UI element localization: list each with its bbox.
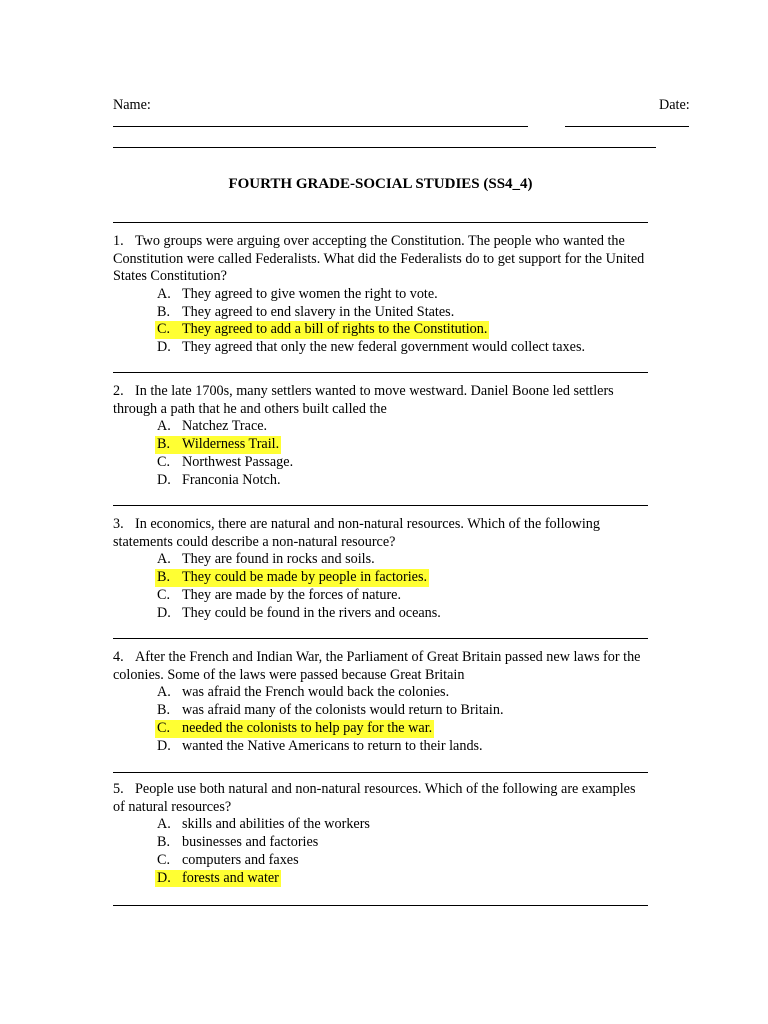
option-letter: C.	[157, 321, 171, 338]
option-letter: A.	[157, 816, 171, 833]
option-highlight	[155, 870, 281, 888]
option-text: Wilderness Trail.	[182, 435, 280, 452]
option-text: They are made by the forces of nature.	[182, 586, 402, 603]
option-text: needed the colonists to help pay for the war.	[182, 719, 433, 736]
name-line[interactable]	[113, 126, 528, 127]
option-text: forests and water	[182, 869, 279, 886]
option-highlight	[155, 684, 451, 702]
answer-option[interactable]	[157, 720, 648, 738]
option-text: They could be made by people in factories.	[182, 568, 428, 585]
answer-option[interactable]	[157, 738, 648, 756]
divider	[113, 772, 648, 773]
option-highlight	[155, 454, 295, 472]
answer-options	[113, 551, 648, 622]
option-letter: A.	[157, 551, 171, 568]
option-highlight	[155, 587, 403, 605]
option-text: Natchez Trace.	[182, 418, 268, 435]
option-text: skills and abilities of the workers	[182, 816, 370, 833]
name-line-continued[interactable]	[113, 147, 656, 148]
question-4	[113, 649, 648, 755]
question-prompt: People use both natural and non-natural resources. Which of the following are examples of natural resources?	[113, 781, 636, 815]
answer-options	[113, 418, 648, 489]
answer-option[interactable]	[157, 286, 648, 304]
option-letter: D.	[157, 604, 171, 621]
option-text: was afraid many of the colonists would return to Britain.	[182, 701, 504, 718]
question-number: 4.	[113, 649, 124, 665]
option-text: They are found in rocks and soils.	[182, 551, 375, 568]
divider	[113, 505, 648, 506]
option-highlight	[155, 605, 443, 623]
question-text	[113, 383, 648, 418]
divider	[113, 905, 648, 906]
option-letter: D.	[157, 869, 171, 886]
question-prompt: Two groups were arguing over accepting the Constitution. The people who wanted the Constitution were called Federalists. What did the Federalists do to get support for the United States Constitution?	[113, 233, 645, 285]
option-highlight	[155, 834, 320, 852]
answer-option[interactable]	[157, 702, 648, 720]
option-text: computers and faxes	[182, 851, 299, 868]
question-prompt: In economics, there are natural and non-natural resources. Which of the following statements could describe a non-natural resource?	[113, 516, 600, 550]
option-highlight	[155, 720, 434, 738]
option-letter: B.	[157, 833, 171, 850]
question-2	[113, 383, 648, 489]
question-text	[113, 781, 648, 816]
option-highlight	[155, 339, 587, 357]
answer-option[interactable]	[157, 304, 648, 322]
question-3	[113, 516, 648, 622]
option-letter: B.	[157, 568, 171, 585]
question-number: 5.	[113, 781, 124, 797]
answer-option[interactable]	[157, 870, 648, 888]
option-text: businesses and factories	[182, 833, 319, 850]
option-text: They agreed to add a bill of rights to the Constitution.	[182, 321, 488, 338]
option-letter: C.	[157, 453, 171, 470]
option-highlight	[155, 321, 489, 339]
answer-option[interactable]	[157, 454, 648, 472]
answer-option[interactable]	[157, 834, 648, 852]
question-number: 1.	[113, 233, 124, 249]
name-label: Name:	[113, 97, 151, 113]
question-text	[113, 233, 648, 286]
question-number: 3.	[113, 516, 124, 532]
option-letter: D.	[157, 471, 171, 488]
option-letter: C.	[157, 719, 171, 736]
answer-option[interactable]	[157, 816, 648, 834]
answer-option[interactable]	[157, 551, 648, 569]
option-text: They could be found in the rivers and oceans.	[182, 604, 441, 621]
option-letter: B.	[157, 701, 171, 718]
option-letter: A.	[157, 285, 171, 302]
date-label: Date:	[659, 97, 690, 113]
answer-option[interactable]	[157, 339, 648, 357]
answer-option[interactable]	[157, 569, 648, 587]
answer-options	[113, 816, 648, 887]
option-highlight	[155, 436, 281, 454]
question-number: 2.	[113, 383, 124, 399]
answer-option[interactable]	[157, 684, 648, 702]
option-highlight	[155, 551, 377, 569]
answer-option[interactable]	[157, 321, 648, 339]
option-highlight	[155, 738, 485, 756]
question-prompt: In the late 1700s, many settlers wanted to move westward. Daniel Boone led settlers through a path that he and others built called the	[113, 383, 614, 417]
option-text: They agreed that only the new federal government would collect taxes.	[182, 339, 586, 356]
option-letter: D.	[157, 737, 171, 754]
option-highlight	[155, 418, 269, 436]
answer-options	[113, 286, 648, 357]
option-highlight	[155, 286, 440, 304]
option-letter: B.	[157, 303, 171, 320]
answer-option[interactable]	[157, 436, 648, 454]
divider	[113, 222, 648, 223]
divider	[113, 372, 648, 373]
page-title: FOURTH GRADE-SOCIAL STUDIES (SS4_4)	[228, 176, 533, 192]
question-prompt: After the French and Indian War, the Parliament of Great Britain passed new laws for the colonies. Some of the laws were passed because Great Britain	[113, 649, 641, 683]
option-text: They agreed to end slavery in the United States.	[182, 303, 455, 320]
option-highlight	[155, 569, 429, 587]
answer-option[interactable]	[157, 852, 648, 870]
option-text: Northwest Passage.	[182, 453, 294, 470]
option-highlight	[155, 304, 456, 322]
option-letter: D.	[157, 339, 171, 356]
question-text	[113, 516, 648, 551]
option-text: wanted the Native Americans to return to their lands.	[182, 737, 483, 754]
option-highlight	[155, 816, 372, 834]
option-text: Franconia Notch.	[182, 471, 281, 488]
option-letter: B.	[157, 435, 171, 452]
option-text: They agreed to give women the right to vote.	[182, 285, 438, 302]
answer-option[interactable]	[157, 472, 648, 490]
option-letter: C.	[157, 851, 171, 868]
option-highlight	[155, 472, 283, 490]
option-letter: A.	[157, 684, 171, 701]
answer-option[interactable]	[157, 587, 648, 605]
question-5	[113, 781, 648, 887]
option-letter: C.	[157, 586, 171, 603]
option-text: was afraid the French would back the colonies.	[182, 684, 450, 701]
date-line[interactable]	[565, 126, 689, 127]
divider	[113, 638, 648, 639]
answer-options	[113, 684, 648, 755]
option-highlight	[155, 702, 506, 720]
answer-option[interactable]	[157, 605, 648, 623]
question-1	[113, 233, 648, 357]
question-text	[113, 649, 648, 684]
answer-option[interactable]	[157, 418, 648, 436]
option-letter: A.	[157, 418, 171, 435]
option-highlight	[155, 852, 301, 870]
